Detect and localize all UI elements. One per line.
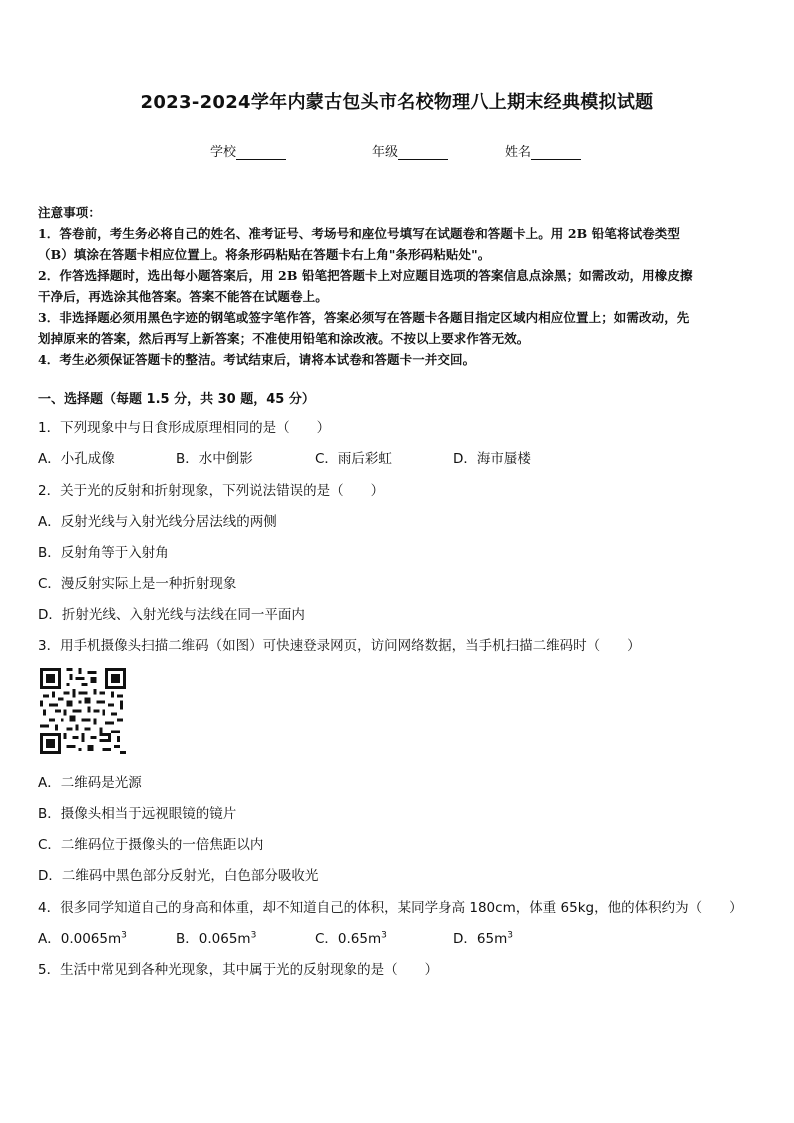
school-label: 学校 [210,145,237,160]
grade-blank[interactable] [398,145,448,160]
question-stem: 5．生活中常见到各种光现象，其中属于光的反射现象的是（ ） [38,962,439,978]
unit-superscript: 3 [250,930,257,941]
name-label: 姓名 [505,145,532,160]
option-b[interactable]: B．水中倒影 [176,451,253,467]
option-c[interactable]: C．二维码位于摄像头的一倍焦距以内 [38,837,264,853]
option-b[interactable] [176,927,256,947]
section-heading: 一、选择题（每题 1.5 分，共 30 题，45 分） [38,392,315,407]
question-stem: 3．用手机摄像头扫描二维码（如图）可快速登录网页，访问网络数据，当手机扫描二维码时（ ） [38,638,641,654]
name-field [505,141,581,160]
grade-label: 年级 [372,145,399,160]
option-c[interactable] [315,927,387,947]
question-stem: 4．很多同学知道自己的身高和体重，却不知道自己的体积，某同学身高 180cm，体重 65kg，他的体积约为（ ） [38,900,743,916]
notice-line: 干净后，再选涂其他答案。答案不能答在试题卷上。 [38,289,328,304]
question-stem: 2．关于光的反射和折射现象，下列说法错误的是（ ） [38,483,385,499]
notice-line: 2．作答选择题时，选出每小题答案后，用 2B 铅笔把答题卡上对应题目选项的答案信息点涂黑；如需改动，用橡皮擦 [38,268,693,283]
name-blank[interactable] [531,145,581,160]
option-a-text: A．0.0065m [38,931,122,947]
notice-line: （B）填涂在答题卡相应位置上。将条形码粘贴在答题卡右上角"条形码粘贴处"。 [38,247,491,262]
option-b[interactable]: B．反射角等于入射角 [38,545,169,561]
qr-code-image [40,668,126,754]
option-d[interactable]: D．海市蜃楼 [453,451,531,467]
school-blank[interactable] [236,145,286,160]
option-a[interactable]: A．反射光线与入射光线分居法线的两侧 [38,514,277,530]
option-a[interactable]: A．小孔成像 [38,451,115,467]
unit-superscript: 3 [121,930,127,941]
notice-line: 4．考生必须保证答题卡的整洁。考试结束后，请将本试卷和答题卡一并交回。 [38,352,476,367]
question-stem: 1．下列现象中与日食形成原理相同的是（ ） [38,420,331,436]
page-title: 2023-2024学年内蒙古包头市名校物理八上期末经典模拟试题 [140,92,654,113]
notice-line: 3．非选择题必须用黑色字迹的钢笔或签字笔作答，答案必须写在答题卡各题目指定区域内相应位置上；如需改动，先 [38,310,690,325]
option-d[interactable]: D．二维码中黑色部分反射光，白色部分吸收光 [38,868,319,884]
notice-heading: 注意事项： [38,205,102,220]
option-a[interactable] [38,927,127,947]
unit-superscript: 3 [507,930,513,941]
notice-line: 划掉原来的答案，然后再写上新答案；不准使用铅笔和涂改液。不按以上要求作答无效。 [38,331,530,346]
option-b[interactable]: B．摄像头相当于远视眼镜的镜片 [38,806,237,822]
option-c[interactable]: C．雨后彩虹 [315,451,392,467]
school-field [210,141,286,160]
option-d-text: D．65m [453,931,508,947]
unit-superscript: 3 [381,930,387,941]
option-c[interactable]: C．漫反射实际上是一种折射现象 [38,576,237,592]
notice-line: 1．答卷前，考生务必将自己的姓名、准考证号、考场号和座位号填写在试题卷和答题卡上。用 2B 铅笔将试卷类型 [38,226,680,241]
option-b-text: B．0.065m [176,931,251,947]
option-d[interactable]: D．折射光线、入射光线与法线在同一平面内 [38,607,305,623]
option-c-text: C．0.65m [315,931,382,947]
option-a[interactable]: A．二维码是光源 [38,775,142,791]
option-d[interactable] [453,927,513,947]
grade-field [372,141,448,160]
